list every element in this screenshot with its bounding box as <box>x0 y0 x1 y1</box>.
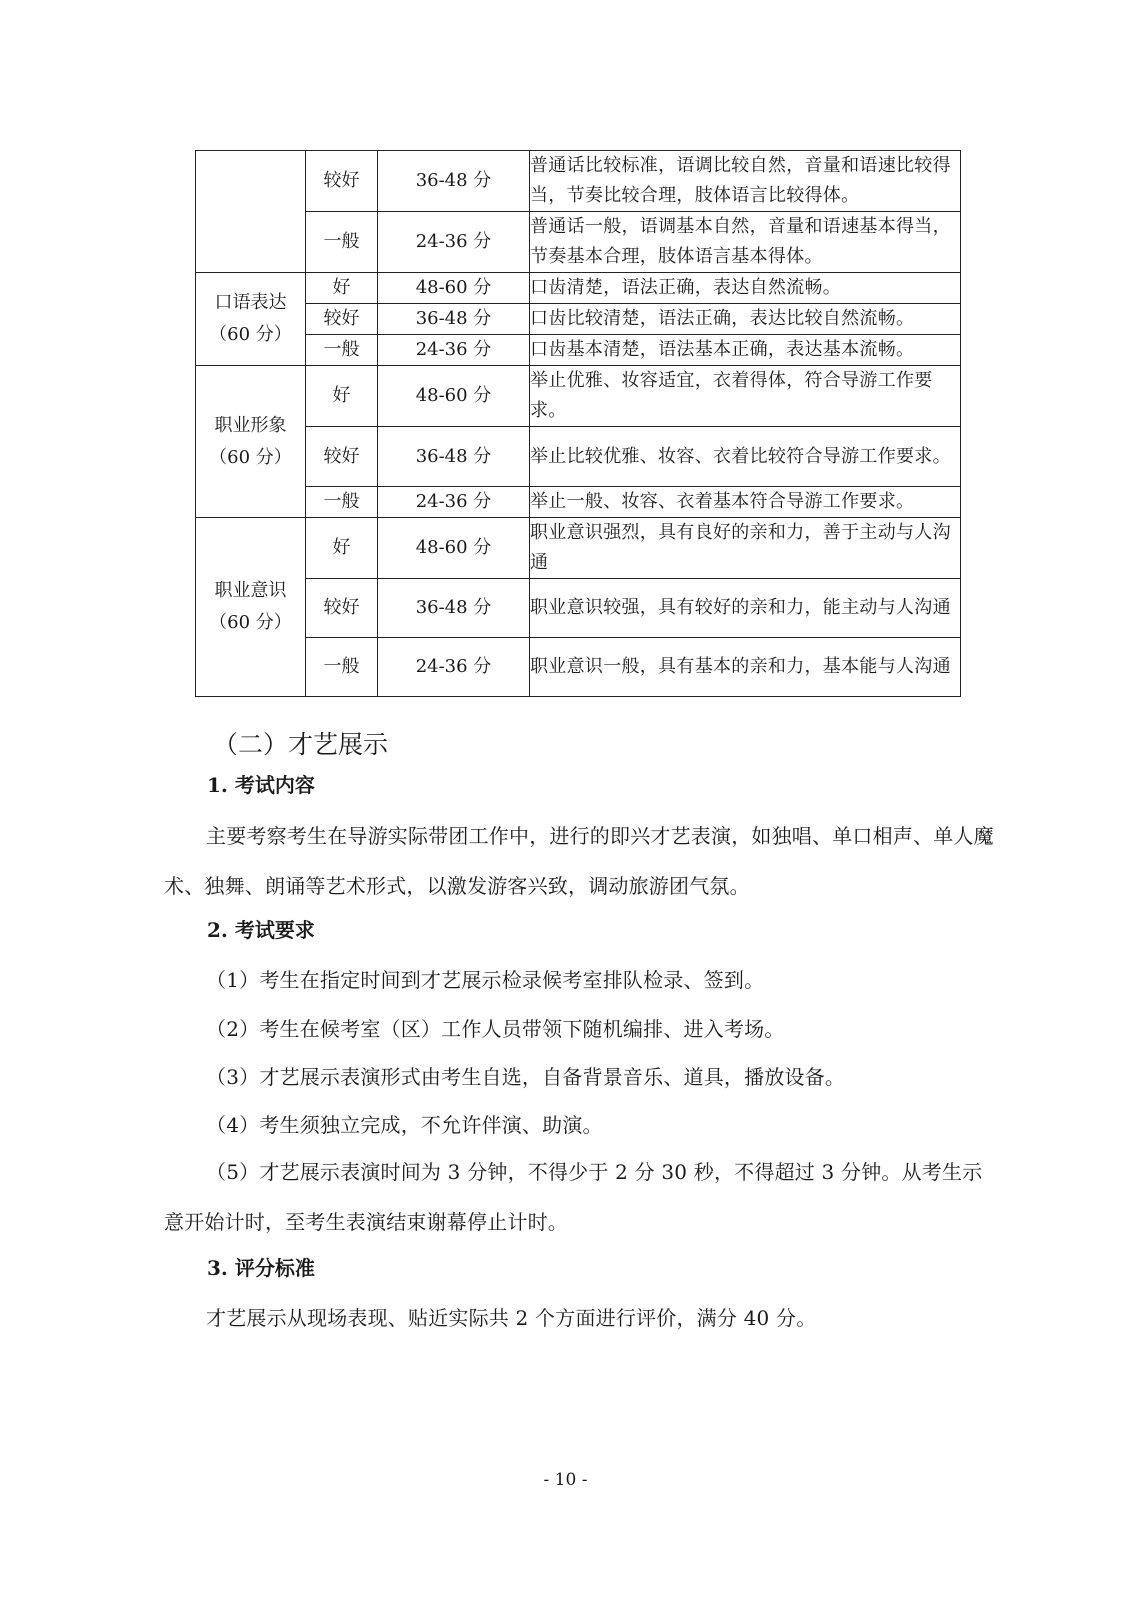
category-points: （60 分） <box>209 446 292 468</box>
page-number: - 10 - <box>543 1470 588 1490</box>
requirement-item: （5）才艺展示表演时间为 3 分钟，不得少于 2 分 30 秒，不得超过 3 分钟。从考生示意开始计时，至考生表演结束谢幕停止计时。 <box>164 1160 983 1234</box>
category-cell <box>196 273 306 366</box>
description-cell: 职业意识较强，具有较好的亲和力，能主动与人沟通 <box>530 579 961 638</box>
score-range-cell: 36-48 分 <box>378 304 530 335</box>
level-cell: 较好 <box>306 579 378 638</box>
requirement-item: （1）考生在指定时间到才艺展示检录候考室排队检录、签到。 <box>206 968 765 992</box>
description-cell: 举止优雅、妆容适宜，衣着得体，符合导游工作要求。 <box>530 366 961 427</box>
level-cell: 一般 <box>306 487 378 518</box>
requirement-item: （2）考生在候考室（区）工作人员带领下随机编排、进入考场。 <box>206 1017 785 1041</box>
category-name: 职业形象 <box>214 414 287 436</box>
table-row <box>196 579 961 638</box>
score-range-cell: 24-36 分 <box>378 212 530 273</box>
level-cell: 一般 <box>306 212 378 273</box>
score-range-cell: 48-60 分 <box>378 273 530 304</box>
category-name: 口语表达 <box>214 292 287 313</box>
level-cell: 一般 <box>306 638 378 697</box>
category-points: （60 分） <box>209 324 292 345</box>
table-row <box>196 304 961 335</box>
level-cell: 好 <box>306 273 378 304</box>
section-title: （二）才艺展示 <box>213 730 389 759</box>
description-cell: 口齿比较清楚，语法正确，表达比较自然流畅。 <box>530 304 961 335</box>
content-heading: 1. 考试内容 <box>207 773 315 797</box>
table-row <box>196 638 961 697</box>
category-name: 职业意识 <box>214 580 287 601</box>
description-cell: 举止比较优雅、妆容、衣着比较符合导游工作要求。 <box>530 427 961 487</box>
level-cell: 好 <box>306 518 378 579</box>
table-row <box>196 335 961 366</box>
table-row <box>196 273 961 304</box>
table-row <box>196 366 961 427</box>
description-cell: 职业意识一般，具有基本的亲和力，基本能与人沟通 <box>530 638 961 697</box>
level-cell: 好 <box>306 366 378 427</box>
score-range-cell: 36-48 分 <box>378 579 530 638</box>
level-cell: 较好 <box>306 427 378 487</box>
score-range-cell: 48-60 分 <box>378 366 530 427</box>
table-row <box>196 151 961 212</box>
category-cell <box>196 518 306 697</box>
description-cell: 普通话一般，语调基本自然，音量和语速基本得当，节奏基本合理，肢体语言基本得体。 <box>530 212 961 273</box>
table-row <box>196 518 961 579</box>
description-cell: 口齿清楚，语法正确，表达自然流畅。 <box>530 273 961 304</box>
table-row <box>196 427 961 487</box>
description-cell: 普通话比较标准，语调比较自然，音量和语速比较得当，节奏比较合理，肢体语言比较得体。 <box>530 151 961 212</box>
table-row <box>196 212 961 273</box>
scoring-paragraph: 才艺展示从现场表现、贴近实际共 2 个方面进行评价，满分 40 分。 <box>206 1306 817 1330</box>
score-range-cell: 24-36 分 <box>378 638 530 697</box>
requirement-item: （4）考生须独立完成，不允许伴演、助演。 <box>206 1113 603 1137</box>
score-range-cell: 24-36 分 <box>378 487 530 518</box>
level-cell: 较好 <box>306 304 378 335</box>
score-range-cell: 24-36 分 <box>378 335 530 366</box>
scoring-heading: 3. 评分标准 <box>207 1256 315 1280</box>
category-cell <box>196 151 306 273</box>
description-cell: 举止一般、妆容、衣着基本符合导游工作要求。 <box>530 487 961 518</box>
scoring-table <box>195 150 961 697</box>
description-cell: 口齿基本清楚，语法基本正确，表达基本流畅。 <box>530 335 961 366</box>
score-range-cell: 36-48 分 <box>378 151 530 212</box>
content-paragraph: 主要考察考生在导游实际带团工作中，进行的即兴才艺表演，如独唱、单口相声、单人魔术、独舞、朗诵等艺术形式，以激发游客兴致，调动旅游团气氛。 <box>164 824 994 898</box>
category-cell <box>196 366 306 518</box>
level-cell: 一般 <box>306 335 378 366</box>
score-range-cell: 36-48 分 <box>378 427 530 487</box>
score-range-cell: 48-60 分 <box>378 518 530 579</box>
description-cell: 职业意识强烈，具有良好的亲和力，善于主动与人沟通 <box>530 518 961 579</box>
requirement-item: （3）才艺展示表演形式由考生自选，自备背景音乐、道具，播放设备。 <box>206 1065 846 1089</box>
requirements-heading: 2. 考试要求 <box>207 918 315 942</box>
table-row <box>196 487 961 518</box>
level-cell: 较好 <box>306 151 378 212</box>
category-points: （60 分） <box>209 612 292 633</box>
